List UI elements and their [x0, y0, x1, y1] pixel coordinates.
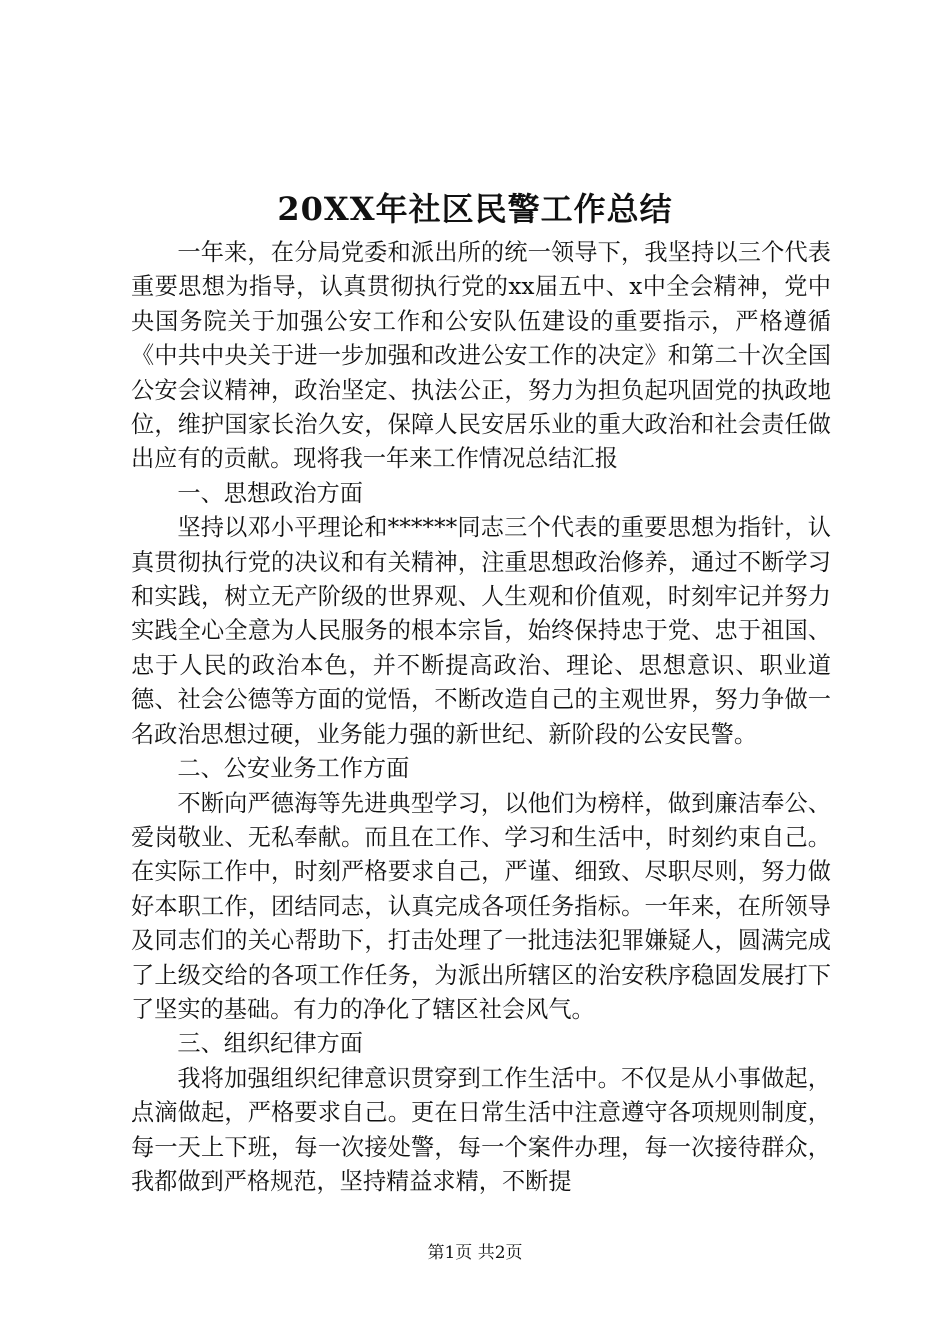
paragraph-police-work: 不断向严德海等先进典型学习，以他们为榜样，做到廉洁奉公、爱岗敬业、无私奉献。而且在工作、学习和生活中，时刻约束自己。在实际工作中，时刻严格要求自己，严谨、细致、尽职尽则，努力做好本职工作，团结同志，认真完成各项任务指标。一年来，在所领导及同志们的关心帮助下，打击处理了一批违法犯罪嫌疑人，圆满完成了上级交给的各项工作任务，为派出所辖区的治安秩序稳固发展打下了坚实的基础。有力的净化了辖区社会风气。 — [131, 789, 831, 1023]
section-heading-ideology: 一、思想政治方面 — [177, 479, 363, 507]
section-heading-discipline: 三、组织纪律方面 — [177, 1030, 363, 1058]
document-body — [131, 236, 831, 1199]
section-heading-police-work: 二、公安业务工作方面 — [177, 755, 410, 783]
paragraph-discipline: 我将加强组织纪律意识贯穿到工作生活中。不仅是从小事做起，点滴做起，严格要求自己。更在日常生活中注意遵守各项规则制度，每一天上下班，每一次接处警，每一个案件办理，每一次接待群众，我都做到严格规范，坚持精益求精，不断提 — [131, 1064, 831, 1195]
document-title: 20XX年社区民警工作总结 — [277, 190, 673, 228]
paragraph-intro: 一年来，在分局党委和派出所的统一领导下，我坚持以三个代表重要思想为指导，认真贯彻执行党的xx届五中、x中全会精神，党中央国务院关于加强公安工作和公安队伍建设的重要指示，严格遵循《中共中央关于进一步加强和改进公安工作的决定》和第二十次全国公安会议精神，政治坚定、执法公正，努力为担负起巩固党的执政地位，维护国家长治久安，保障人民安居乐业的重大政治和社会责任做出应有的贡献。现将我一年来工作情况总结汇报 — [131, 239, 831, 473]
page-footer: 第1页 共2页 — [427, 1243, 523, 1263]
paragraph-ideology: 坚持以邓小平理论和******同志三个代表的重要思想为指针，认真贯彻执行党的决议和有关精神，注重思想政治修养，通过不断学习和实践，树立无产阶级的世界观、人生观和价值观，时刻牢记并努力实践全心全意为人民服务的根本宗旨，始终保持忠于党、忠于祖国、忠于人民的政治本色，并不断提高政治、理论、思想意识、职业道德、社会公德等方面的觉悟，不断改造自己的主观世界，努力争做一名政治思想过硬，业务能力强的新世纪、新阶段的公安民警。 — [131, 514, 831, 748]
